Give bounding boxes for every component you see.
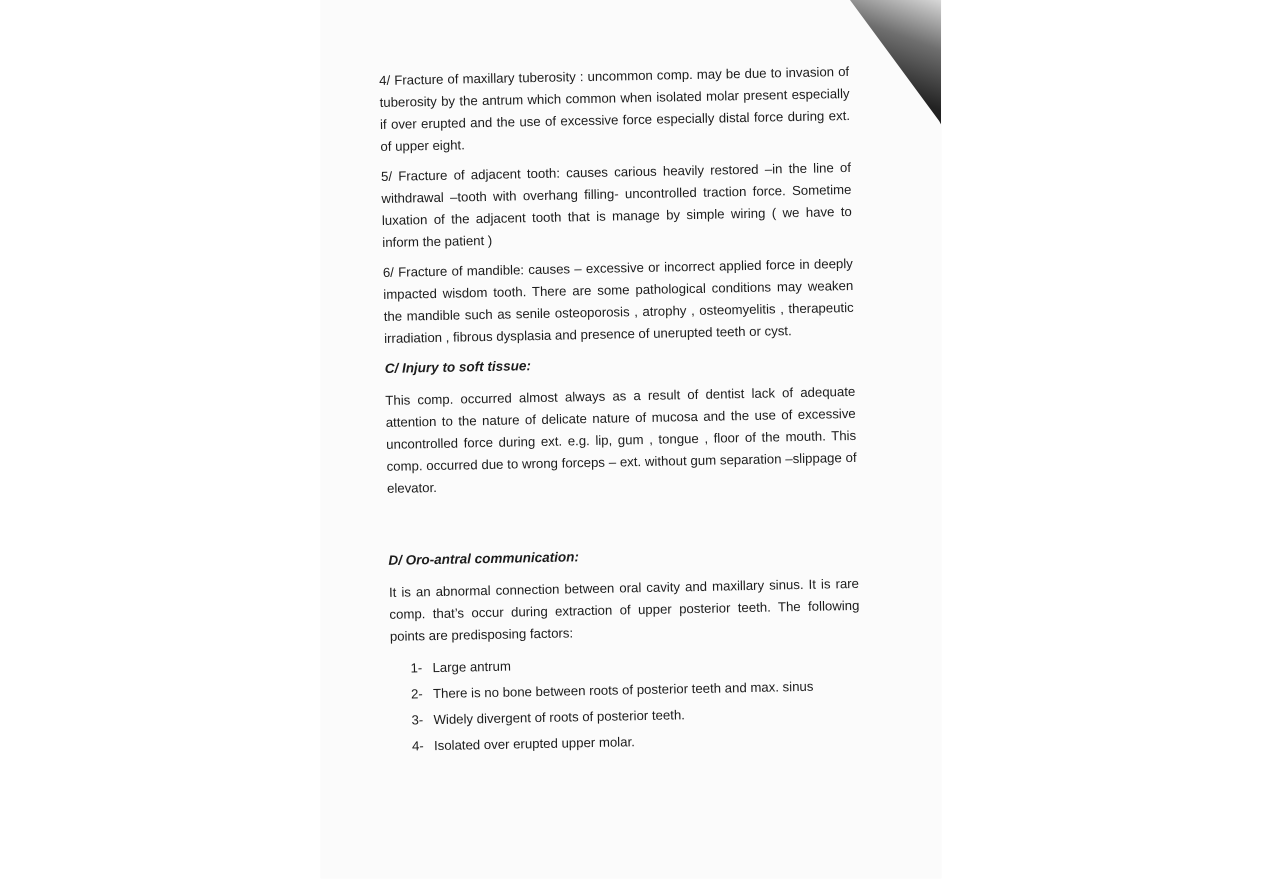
paragraph-soft-tissue-injury: This comp. occurred almost always as a result of dentist lack of adequate attention to the nature of delicate nature of mucosa and the use of excessive uncontrolled force during ext. e.g. lip, gum , tongue , floor of the mouth. This comp. occurred due to wrong forceps – ext. without gum separation –slippage of elevator. [385,383,857,496]
list-item-number: 4- [411,738,424,754]
paragraph-adjacent-tooth-fracture: 5/ Fracture of adjacent tooth: causes carious heavily restored –in the line of withdrawal –tooth with overhang filling- uncontrolled traction force. Sometime luxation of the adjacent tooth that is manage by simple wiring ( we have to inform the patient ) [380,159,852,250]
list-item-number: 2- [410,686,423,702]
predisposing-factors-list [390,649,862,758]
list-item-text: Isolated over erupted upper molar. [433,734,635,754]
list-item-text: Widely divergent of roots of posterior teeth. [433,707,685,728]
list-item [411,675,861,706]
list-item-text: Large antrum [432,658,512,676]
heading-soft-tissue-injury: C/ Injury to soft tissue: [384,358,532,376]
list-item [411,701,861,732]
list-item [410,649,860,680]
document-text [379,61,862,762]
paragraph-oro-antral-communication: It is an abnormal connection between oral cavity and maxillary sinus. It is rare comp. that’s occur during extraction of upper posterior teeth. The following points are predisposing factors: [388,575,860,644]
paragraph-maxillary-tuberosity-fracture: 4/ Fracture of maxillary tuberosity : uncommon comp. may be due to invasion of tuberosity by the antrum which common when isolated molar present especially if over erupted and the use of excessive force especially distal force during ext. of upper eight. [379,63,851,154]
list-item [412,727,862,758]
list-item-text: There is no bone between roots of posterior teeth and max. sinus [432,678,814,702]
list-item-number: 1- [410,660,423,676]
section-gap [387,499,858,542]
heading-oro-antral-communication: D/ Oro-antral communication: [388,549,580,568]
paragraph-mandible-fracture: 6/ Fracture of mandible: causes – excessive or incorrect applied force in deeply impacted wisdom tooth. There are some pathological conditions may weaken the mandible such as senile osteoporosis , atrophy , osteomyelitis , therapeutic irradiation , fibrous dysplasia and presence of unerupted teeth or cyst. [382,255,854,346]
list-item-number: 3- [411,712,424,728]
